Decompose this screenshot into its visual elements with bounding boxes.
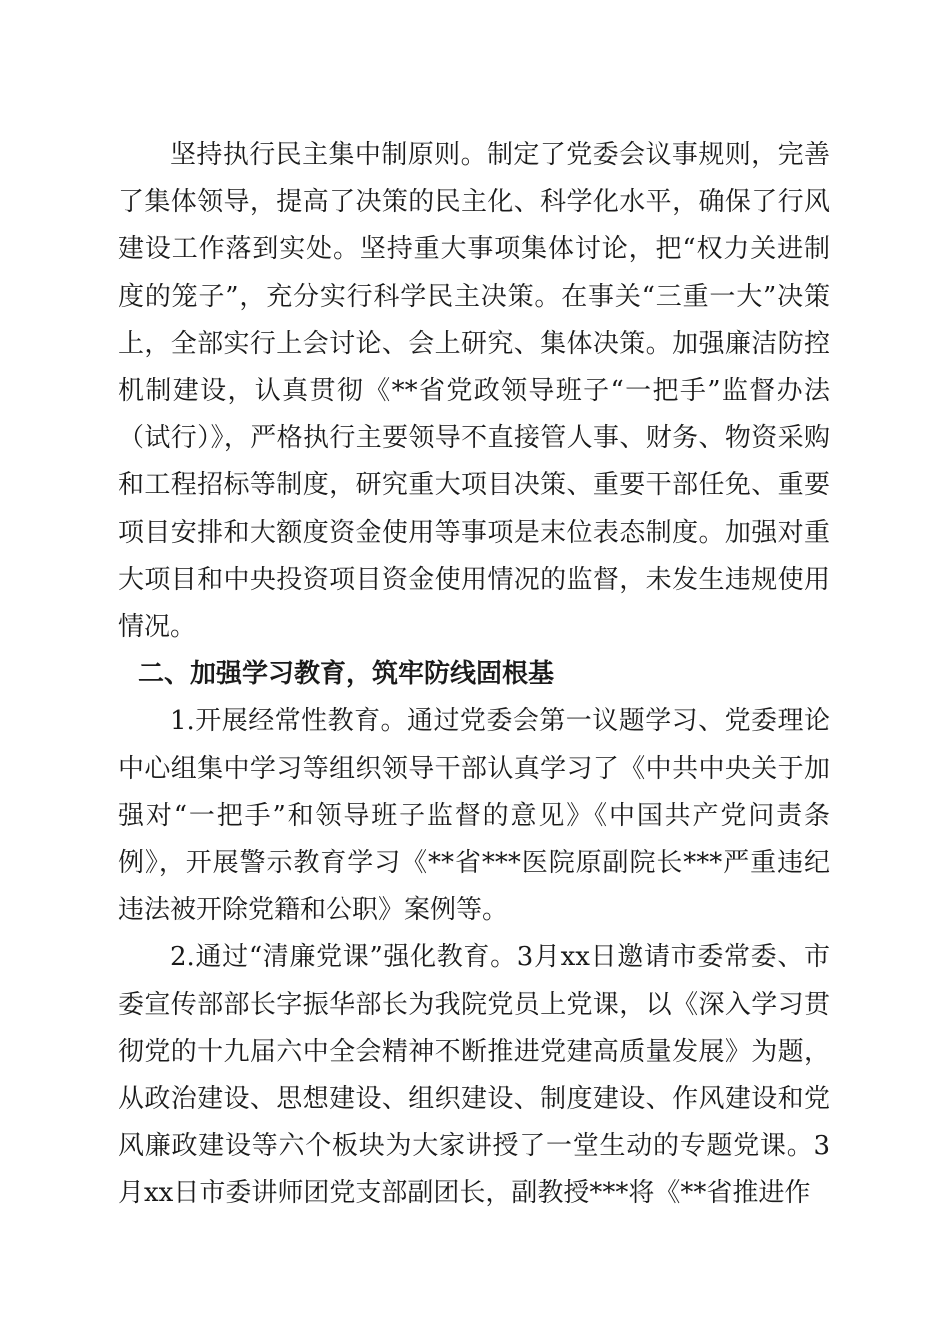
body-paragraph: 坚持执行民主集中制原则。制定了党委会议事规则，完善了集体领导，提高了决策的民主化、科学化水平，确保了行风建设工作落到实处。坚持重大事项集体讨论，把“权力关进制度的笼子”，充分实行科学民主决策。在事关“三重一大”决策上，全部实行上会讨论、会上研究、集体决策。加强廉洁防控机制建设，认真贯彻《**省党政领导班子“一把手”监督办法（试行）》，严格执行主要领导不直接管人事、财务、物资采购和工程招标等制度，研究重大项目决策、重要干部任免、重要项目安排和大额度资金使用等事项是末位表态制度。加强对重大项目和中央投资项目资金使用情况的监督，未发生违规使用情况。 bbox=[118, 140, 830, 643]
numbered-paragraph-1: 1.开展经常性教育。通过党委会第一议题学习、党委理论中心组集中学习等组织领导干部认真学习了《中共中央关于加强对“一把手”和领导班子监督的意见》《中国共产党问责条例》，开展警示教育学习《**省***医院原副院长***严重违纪违法被开除党籍和公职》案例等。 bbox=[118, 706, 830, 926]
document-body bbox=[118, 132, 830, 1218]
section-heading: 二、加强学习教育，筑牢防线固根基 bbox=[138, 659, 555, 690]
numbered-paragraph-2: 2.通过“清廉党课”强化教育。3月xx日邀请市委常委、市委宣传部部长字振华部长为我院党员上党课，以《深入学习贯彻党的十九届六中全会精神不断推进党建高质量发展》为题，从政治建设、思想建设、组织建设、制度建设、作风建设和党风廉政建设等六个板块为大家讲授了一堂生动的专题党课。3月xx日市委讲师团党支部副团长，副教授***将《**省推进作 bbox=[118, 942, 830, 1209]
